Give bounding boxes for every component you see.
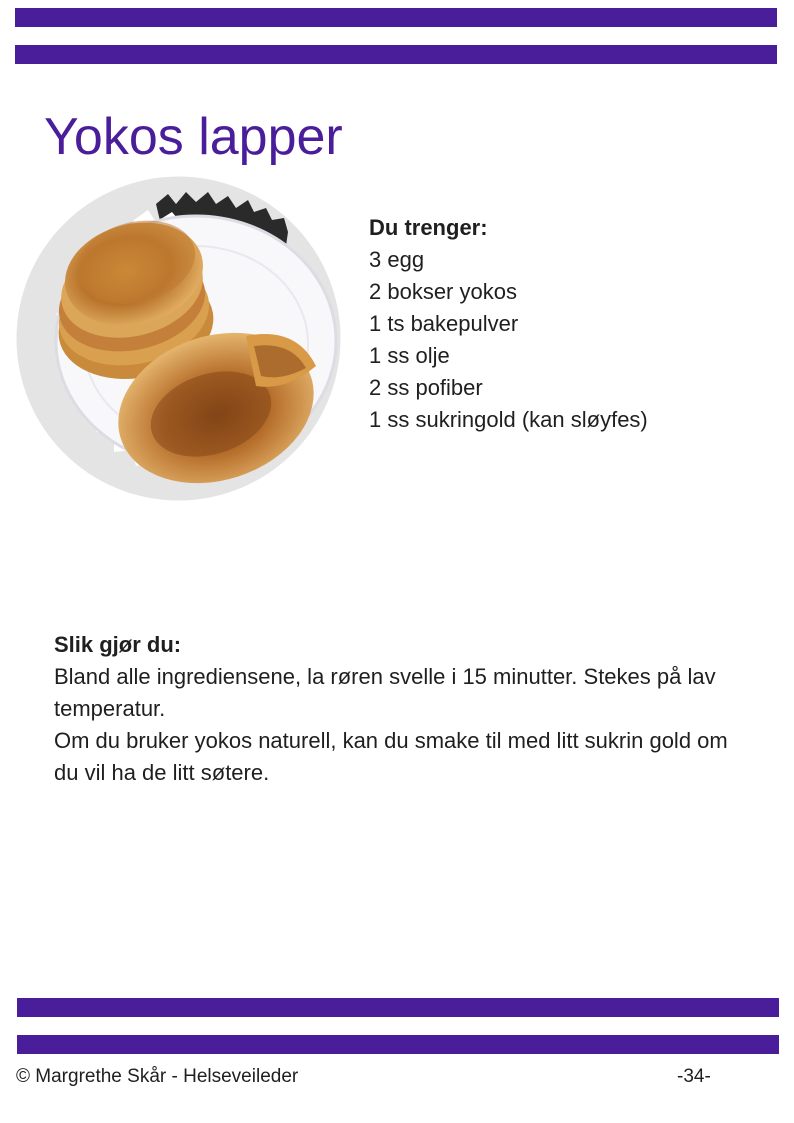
ingredients-list [369, 244, 648, 436]
bottom-accent-bar-2 [17, 1035, 779, 1054]
ingredient-item: 2 bokser yokos [369, 279, 517, 304]
ingredients-heading: Du trenger: [369, 215, 488, 240]
ingredient-item: 1 ss olje [369, 343, 450, 368]
method-paragraph: Bland alle ingrediensene, la røren svelle i 15 minutter. Stekes på lav temperatur. [54, 664, 716, 721]
ingredient-item: 1 ts bakepulver [369, 311, 519, 336]
pancakes-photo [16, 176, 341, 501]
top-accent-bar-2 [15, 45, 777, 64]
ingredient-item: 2 ss pofiber [369, 375, 483, 400]
method-section [54, 629, 744, 789]
ingredients-section [369, 212, 648, 436]
pancakes-on-plate-illustration [16, 176, 341, 501]
top-accent-bar-1 [15, 8, 777, 27]
ingredient-item: 3 egg [369, 247, 425, 272]
ingredient-item: 1 ss sukringold (kan sløyfes) [369, 407, 648, 432]
method-paragraph: Om du bruker yokos naturell, kan du smake til med litt sukrin gold om du vil ha de litt søtere. [54, 728, 728, 785]
footer-copyright: © Margrethe Skår - Helseveileder [16, 1066, 299, 1087]
footer-page-number: -34- [677, 1066, 711, 1087]
recipe-title: Yokos lapper [44, 108, 343, 166]
method-heading: Slik gjør du: [54, 632, 182, 657]
bottom-accent-bar-1 [17, 998, 779, 1017]
